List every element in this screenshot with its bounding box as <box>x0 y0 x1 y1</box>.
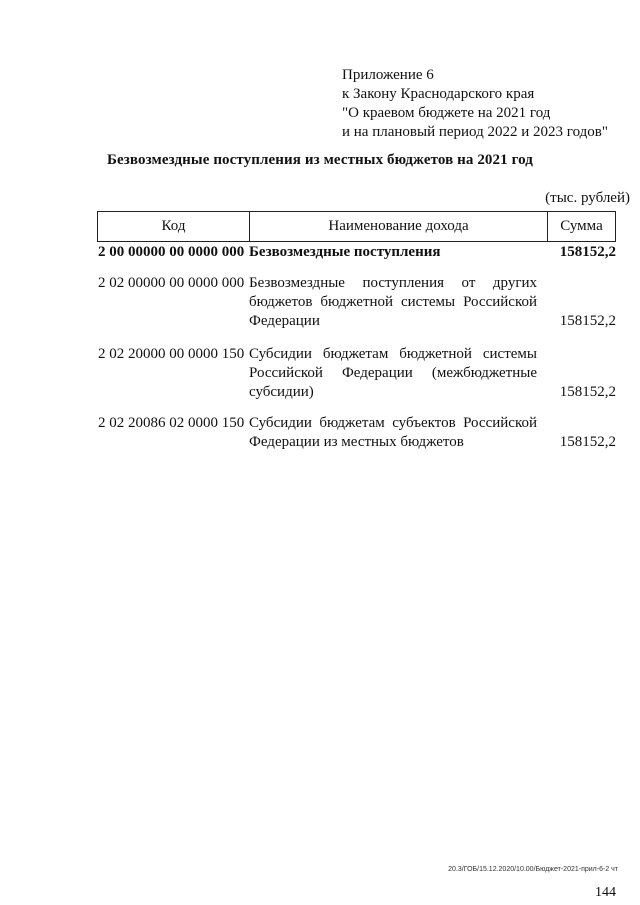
row-sum: 158152,2 <box>559 244 616 260</box>
row-code: 2 02 20000 00 0000 150 <box>98 346 245 362</box>
appendix-line-2: к Закону Краснодарского края <box>342 86 535 102</box>
row-name: Субсидии бюджетам бюджетной системы Российской Федерации (межбюджетные субсидии) <box>249 346 537 400</box>
column-header-sum: Сумма <box>560 218 603 234</box>
units-label: (тыс. рублей) <box>545 190 630 206</box>
row-code: 2 02 20086 02 0000 150 <box>98 415 245 431</box>
header-divider <box>97 241 616 242</box>
page-number: 144 <box>595 885 616 900</box>
column-header-code: Код <box>98 212 250 241</box>
appendix-header <box>342 66 608 142</box>
row-sum: 158152,2 <box>559 434 616 450</box>
row-code: 2 00 00000 00 0000 000 <box>98 244 245 260</box>
row-sum: 158152,2 <box>559 384 616 400</box>
row-code: 2 02 00000 00 0000 000 <box>98 275 245 291</box>
row-name: Безвозмездные поступления от других бюджетов бюджетной системы Российской Федерации <box>249 275 537 329</box>
column-header-name: Наименование дохода <box>250 212 548 241</box>
appendix-line-4: и на плановый период 2022 и 2023 годов" <box>342 124 608 140</box>
row-sum: 158152,2 <box>559 313 616 329</box>
row-name: Безвозмездные поступления <box>249 244 441 260</box>
appendix-line-1: Приложение 6 <box>342 67 434 83</box>
appendix-line-3: "О краевом бюджете на 2021 год <box>342 105 551 121</box>
document-reference: 20.3/ГОБ/15.12.2020/10.00/Бюджет-2021-прил-6-2 чт <box>448 866 618 873</box>
table-header <box>97 211 616 241</box>
row-name: Субсидии бюджетам субъектов Российской Федерации из местных бюджетов <box>249 415 537 450</box>
document-title: Безвозмездные поступления из местных бюджетов на 2021 год <box>107 152 533 168</box>
